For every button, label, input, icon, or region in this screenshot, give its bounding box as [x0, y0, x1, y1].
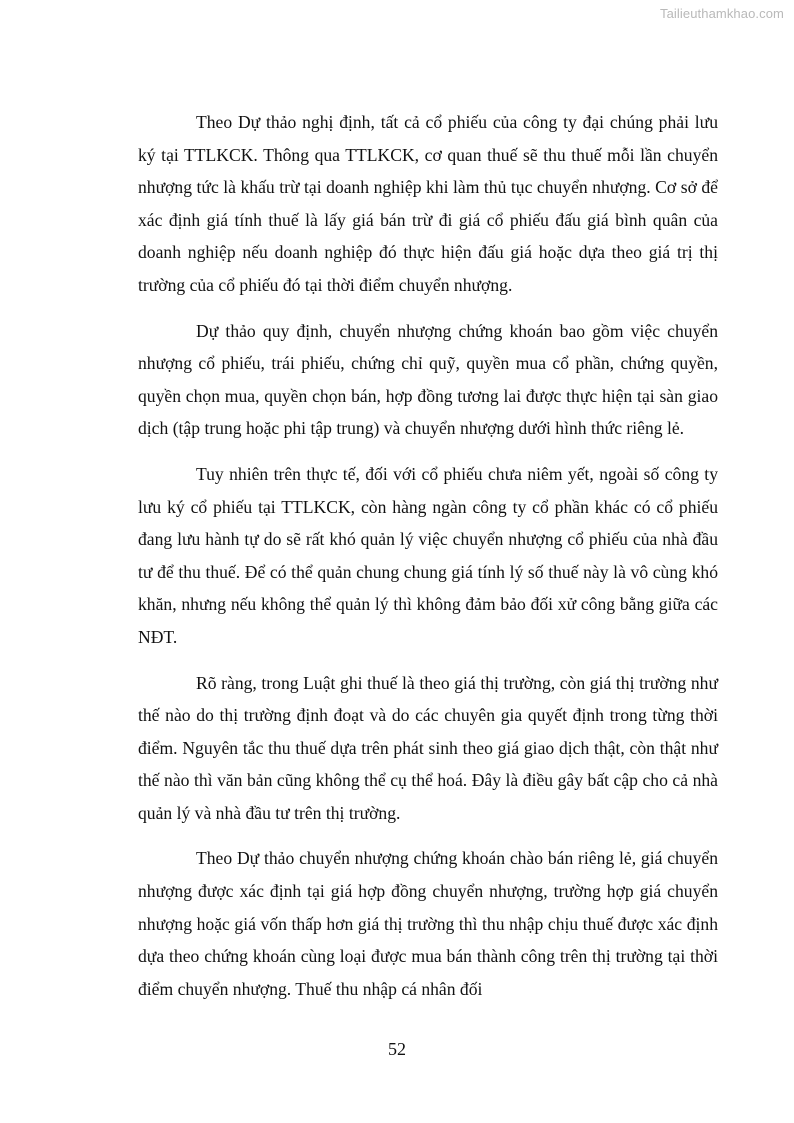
- paragraph-5: Theo Dự thảo chuyển nhượng chứng khoán chào bán riêng lẻ, giá chuyển nhượng được xác định tại giá hợp đồng chuyển nhượng, trường hợp giá chuyển nhượng hoặc giá vốn thấp hơn giá thị trường thì thu nhập chịu thuế được xác định dựa theo chứng khoán cùng loại được mua bán thành công trên thị trường tại thời điểm chuyển nhượng. Thuế thu nhập cá nhân đối: [138, 848, 718, 999]
- paragraph-1: Theo Dự thảo nghị định, tất cả cổ phiếu của công ty đại chúng phải lưu ký tại TTLKCK. Thông qua TTLKCK, cơ quan thuế sẽ thu thuế mỗi lần chuyển nhượng tức là khấu trừ tại doanh nghiệp khi làm thủ tục chuyển nhượng. Cơ sở để xác định giá tính thuế là lấy giá bán trừ đi giá cổ phiếu đấu giá bình quân của doanh nghiệp nếu doanh nghiệp đó thực hiện đấu giá hoặc dựa theo giá trị thị trường của cổ phiếu đó tại thời điểm chuyển nhượng.: [138, 112, 718, 295]
- page-number: 52: [388, 1039, 406, 1059]
- paragraph-4: Rõ ràng, trong Luật ghi thuế là theo giá thị trường, còn giá thị trường như thế nào do thị trường định đoạt và do các chuyên gia quyết định trong từng thời điểm. Nguyên tắc thu thuế dựa trên phát sinh theo giá giao dịch thật, còn thật như thế nào thì văn bản cũng không thể cụ thể hoá. Đây là điều gây bất cập cho cả nhà quản lý và nhà đầu tư trên thị trường.: [138, 672, 718, 823]
- paragraph-3: Tuy nhiên trên thực tế, đối với cổ phiếu chưa niêm yết, ngoài số công ty lưu ký cổ phiếu tại TTLKCK, còn hàng ngàn công ty cổ phần khác có cổ phiếu đang lưu hành tự do sẽ rất khó quản lý việc chuyển nhượng cổ phiếu của nhà đầu tư để thu thuế. Để có thể quản chung chung giá tính lý số thuế này là vô cùng khó khăn, nhưng nếu không thể quản lý thì không đảm bảo đối xử công bằng giữa các NĐT.: [138, 463, 718, 647]
- document-body: [138, 106, 718, 1018]
- paragraph-2: Dự thảo quy định, chuyển nhượng chứng khoán bao gồm việc chuyển nhượng cổ phiếu, trái phiếu, chứng chỉ quỹ, quyền mua cổ phần, chứng quyền, quyền chọn mua, quyền chọn bán, hợp đồng tương lai được thực hiện tại sàn giao dịch (tập trung hoặc phi tập trung) và chuyển nhượng dưới hình thức riêng lẻ.: [138, 320, 718, 439]
- watermark-text: Tailieuthamkhao.com: [659, 6, 784, 21]
